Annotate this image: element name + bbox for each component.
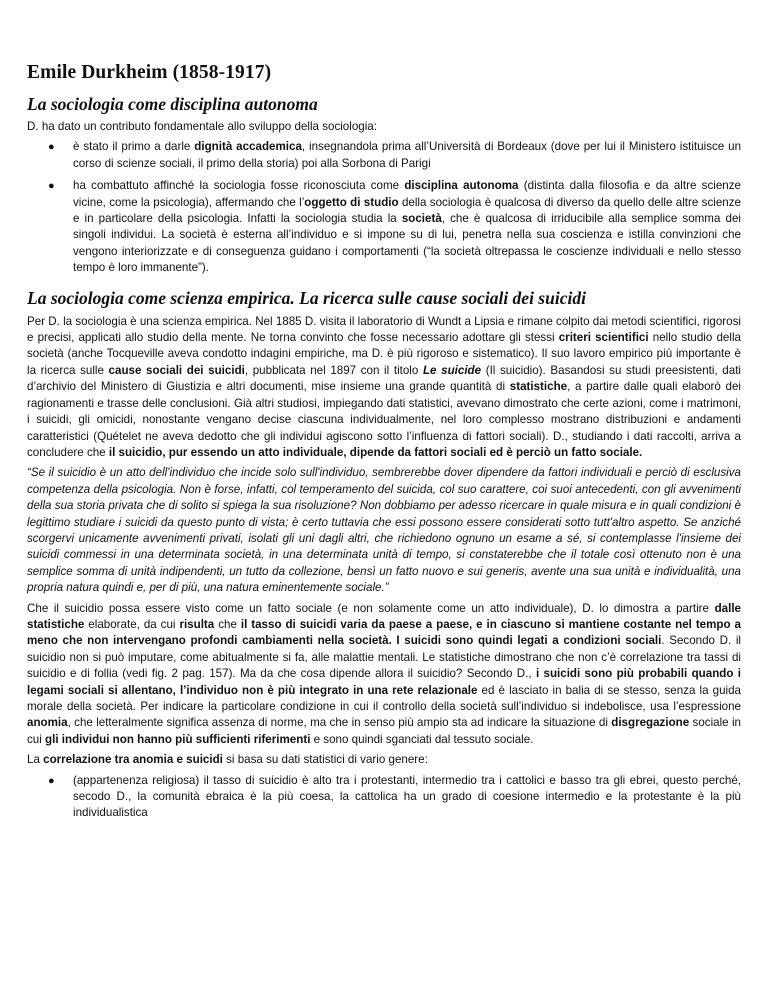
bullet-list-autonoma [27,139,741,276]
bold-text: gli individui non hanno più sufficienti riferimenti [45,732,311,746]
bold-text: società [401,212,442,226]
bold-text: il tasso di suicidi varia da paese a paese, e in ciascuno si mantiene costante nel tempo a meno che non intervengano profondi cambiamenti nella società. I suicidi sono quindi legati a condizioni sociali [27,617,741,648]
bold-text: statistiche [509,380,568,394]
list-item-text [73,774,741,820]
bullet-icon: ● [48,141,55,154]
bold-text: anomia [27,716,68,730]
bold-text: il suicidio, pur essendo un atto individuale, dipende da fattori sociali ed è perciò un fatto sociale. [108,445,643,459]
list-item [27,139,741,172]
section-heading-empirica: La sociologia come scienza empirica. La ricerca sulle cause sociali dei suicidi [27,287,586,308]
text-run: e sono quindi sganciati dal tessuto sociale. [310,732,534,746]
bullet-icon: ● [48,774,55,787]
text-run: è stato il primo a darle [73,140,195,154]
text-run: ed è lasciato in balia di se stesso, senza la guida morale della società. Per indicare la particolare condizione in cui il controllo della società sull’individuo si indebolisce, usa l’espressione [27,683,741,713]
text-run: , a partire dalle quali elaborò dei ragionamenti e trasse delle conclusioni. Già altri studiosi, impiegando dati statistici, avevano dimostrato che certe azioni, come i matrimoni, i suicidi, gli omicidi, nonostante vengano decise ciascuna individualmente, nel loro complesso mostrano distribuzioni e andamenti caratteristici (Quételet ne aveva dedotto che gli individui agiscono sotto l’influenza di fattori sociali). D., studiando i dati raccolti, arriva a concludere che [27,380,741,459]
document-title: Emile Durkheim (1858-1917) [27,62,272,83]
bold-text: dignità accademica [194,140,302,154]
section-heading-autonoma: La sociologia come disciplina autonoma [27,94,318,114]
text-run: si basa su dati statistici di vario genere: [222,753,428,767]
text-run: della sociologia è qualcosa di diverso da quello delle altre scienze e in particolare della psicologia. Infatti la sociologia studia la [73,195,741,226]
list-item-text [73,179,741,274]
bold-text: correlazione tra anomia e suicidi [43,753,223,767]
text-run: (Il suicidio). Basandosi su studi preesistenti, dati d’archivio del Ministero di Giustizia e altri documenti, mise insieme una grande quantità di [27,363,741,394]
text-run: nello studio della società (anche Tocqueville aveva condotto indagini empiriche, ma D. è più rigoroso e sistematico). Il suo lavoro empirico più importante è la ricerca sulle [27,331,741,377]
text-run: . Secondo D. il suicidio non si può imputare, come abitualmente si fa, alle malattie mentali. Le statistiche dimostrano che non c’è correlazione tra tassi di suicidio e di follia (vedi fig. 2 pag. 157). Ma da che cosa dipende allora il suicidio? Secondo D., [27,634,741,681]
bold-text: oggetto di studio [304,195,399,209]
text-run: , pubblicata nel 1897 con il titolo [244,363,423,377]
text-run: , che letteralmente significa assenza di norme, ma che in senso più ampio sta ad indicare la situazione di [67,716,612,730]
text-run: ha combattuto affinché la sociologia fosse riconosciuta come [73,179,405,193]
paragraph-wundt [27,314,741,462]
bullet-list-correlazione [27,773,741,822]
text-run: Per D. la sociologia è una scienza empirica. Nel 1885 D. visita il laboratorio di Wundt a Lipsia e rimane colpito dai metodi scientifici, rigorosi e precisi, applicati allo studio della mente. Ne torna convinto che fosse necessario adottare gli stessi [27,314,741,345]
text-run: Che il suicidio possa essere visto come un fatto sociale (e non solamente come un atto individuale), D. lo dimostra a partire [27,601,715,615]
section-intro: D. ha dato un contributo fondamentale allo sviluppo della sociologia: [27,120,377,133]
text-run: La [27,753,44,767]
bold-text: disciplina autonoma [404,179,519,193]
text-run: , insegnandola prima all’Università di Bordeaux (dove per lui il Ministero istituisce un corso di scienze sociali, il primo della storia) poi alla Sorbona di Parigi [73,140,742,170]
bold-text: criteri scientifici [558,331,649,345]
text-run: elaborate, da cui [84,617,180,631]
list-item [27,773,741,822]
bold-text [423,364,481,377]
emphasis-text: Le suicide [422,363,482,377]
text-run: che [214,617,241,631]
list-item [27,178,741,276]
bullet-icon: ● [48,180,55,193]
text-run: (appartenenza religiosa) il tasso di suicidio è alto tra i protestanti, intermedio tra i cattolici e basso tra gli ebrei, questo perché, secodo D., la comunità ebraica è la più coesa, la cattolica ha un grado di coesione intermedio e la protestante è la più individualistica [73,773,741,820]
list-item-text [73,140,741,169]
bold-text: disgregazione [611,716,690,730]
bold-text: dalle statistiche [27,601,741,631]
durkheim-quote: “Se il suicidio è un atto dell'individuo che incide solo sull'individuo, sembrerebbe dover dipendere da fattori individuali e perciò di esclusiva competenza della psicologia. Non è forse, infatti, col temperamento del suicida, col suo carattere, coi suoi antecedenti, con gli avvenimenti della sua storia privata che di solito si spiega la sua risoluzione? Non dobbiamo per adesso ricercare in quale misura e in quali condizioni è legittimo studiare i suicidi da questo punto di vista; è certo tuttavia che essi possono essere considerati sotto tutt'altro aspetto. Se anziché scorgervi unicamente avvenimenti privati, isolati gli uni dagli altri, che richiedono ognuno un esame a sé, si contemplasse l'insieme dei suicidi commessi in una determinata società, in una determinata unità di tempo, si constaterebbe che il totale così ottenuto non è una semplice somma di unità indipendenti, un tutto da collezione, bensì un fatto nuovo e sui generis, avente una sua unità e individualità, una propria natura quindi e, per di più, una natura eminentemente sociale.” [27,466,741,595]
text-run: , che è qualcosa di irriducibile alla semplice somma dei singoli individui. La società è esterna all’individuo e si impone su di lui, penetra nella sua coscienza e istilla convinzioni che vengono interiorizzate e di conseguenza guidano i comportamenti (“la società oltrepassa le coscienze individuali e nello stesso tempo è loro immanente”). [73,212,741,275]
bold-text: i suicidi sono più probabili quando i legami sociali si allentano, l’individuo non è più integrato in una rete relazionale [27,667,741,697]
text-run: sociale in cui [27,716,741,746]
paragraph-correlazione [27,752,741,768]
text-run: (distinta dalla filosofia e da altre scienze vicine, come la psicologia), affermando che l’ [73,179,741,209]
bold-text: risulta [179,617,215,631]
bold-text: cause sociali dei suicidi [108,363,245,377]
paragraph-statistiche [27,601,741,749]
